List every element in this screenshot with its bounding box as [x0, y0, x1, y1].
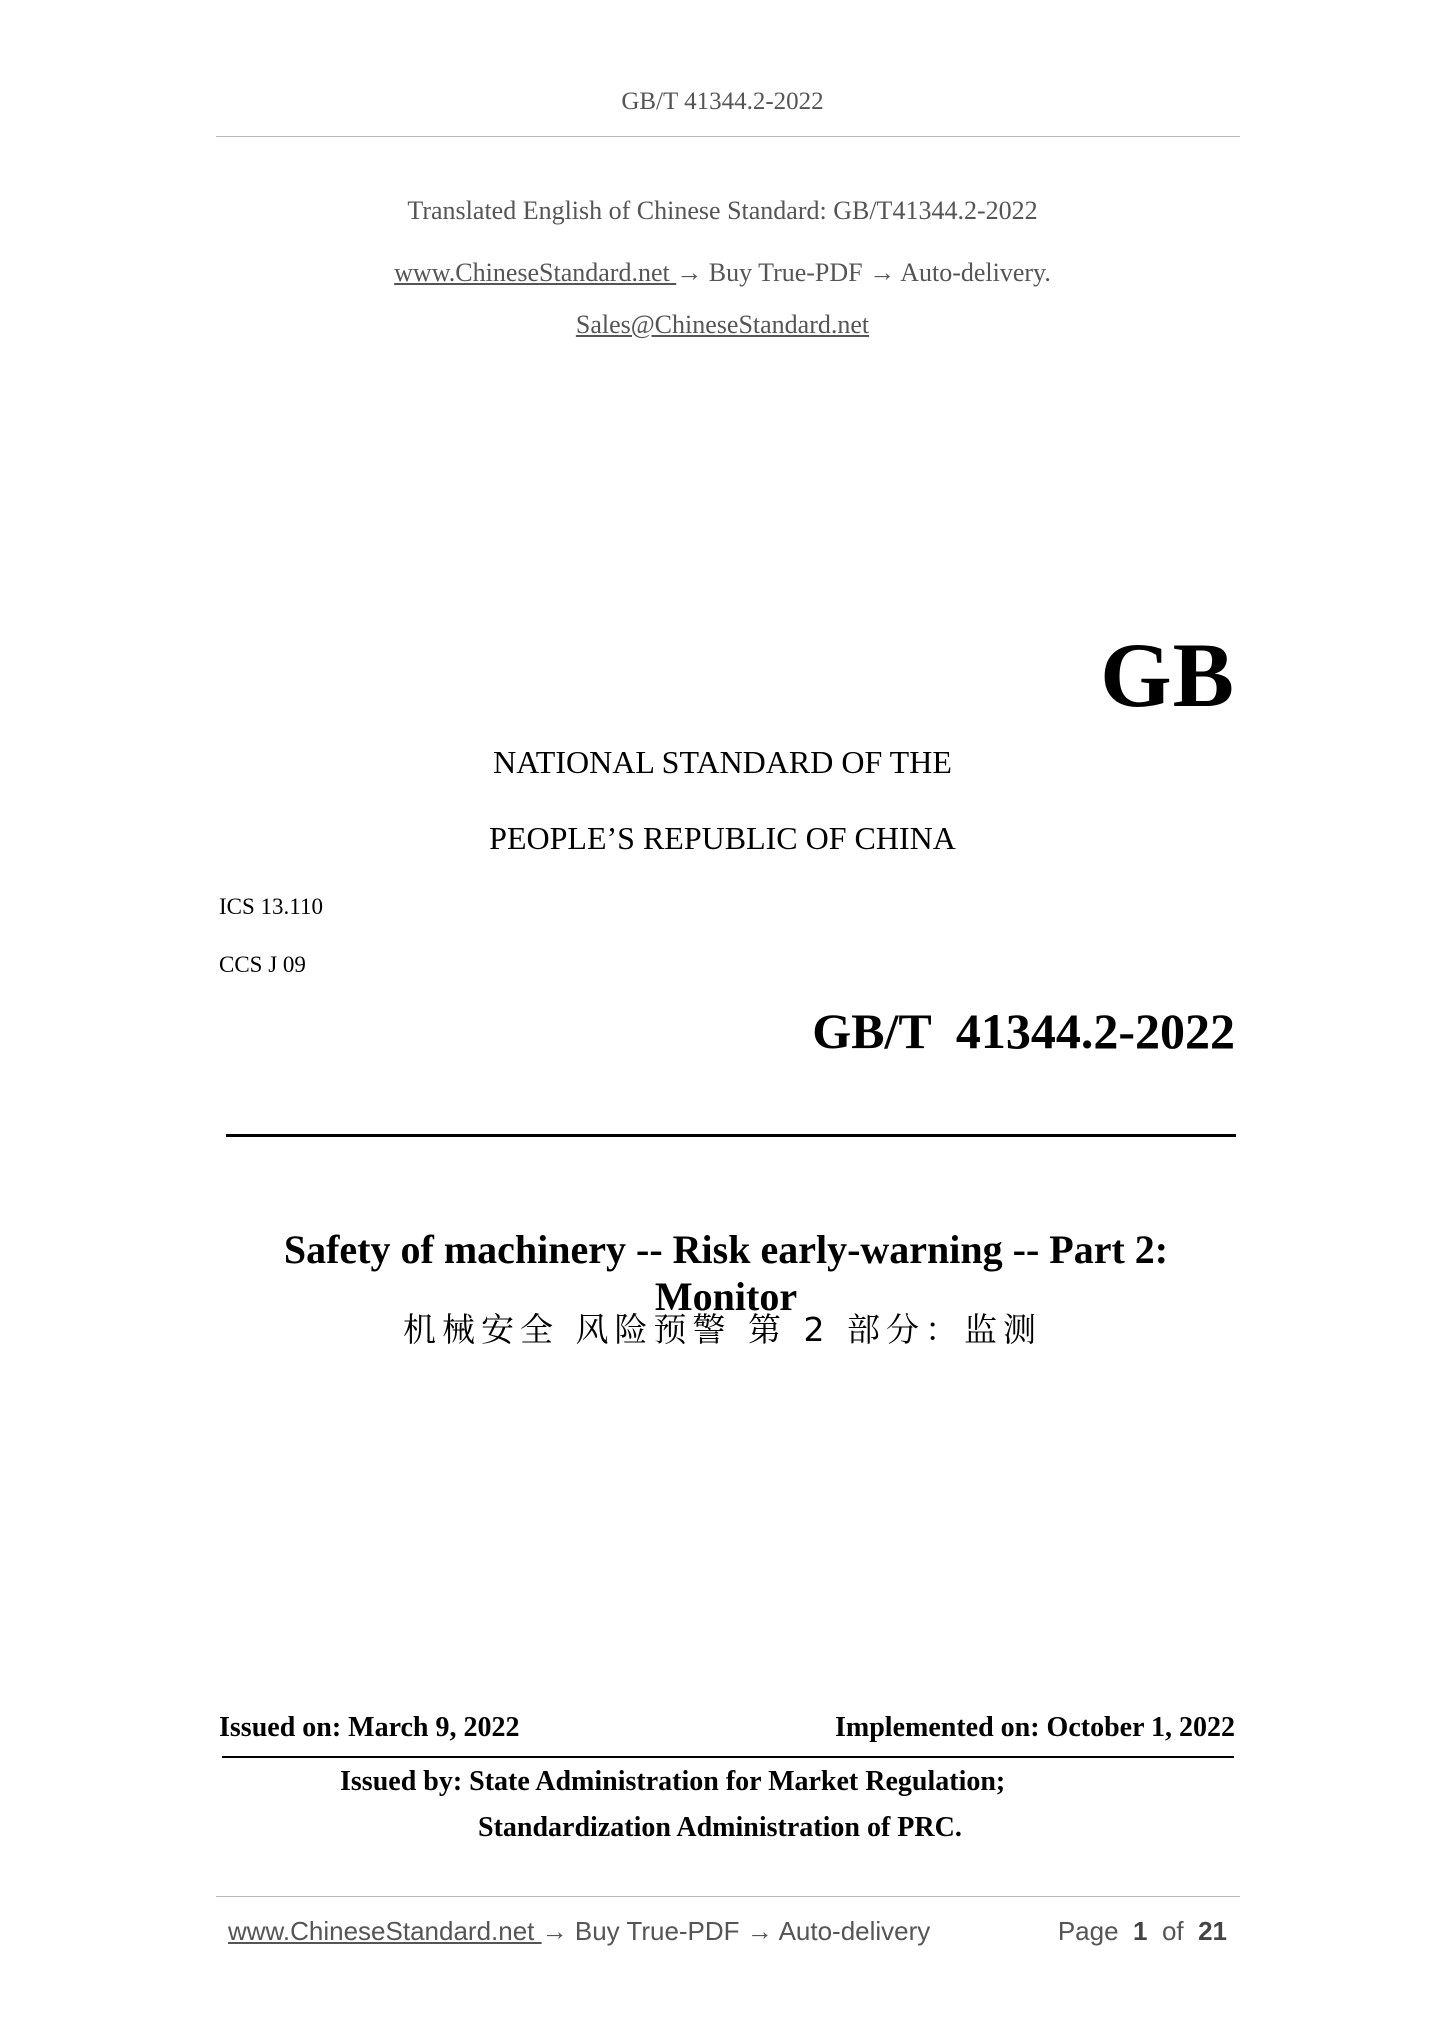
- footer-site-link[interactable]: www.ChineseStandard.net: [228, 1916, 542, 1946]
- site-link[interactable]: www.ChineseStandard.net: [394, 258, 677, 287]
- sales-line: [0, 310, 1445, 340]
- implemented-on: Implemented on: October 1, 2022: [835, 1712, 1235, 1743]
- issued-on: Issued on: March 9, 2022: [219, 1712, 520, 1743]
- title-english: Safety of machinery -- Risk early-warning -- Part 2: Monitor: [283, 1227, 1169, 1319]
- header-divider: [216, 136, 1240, 137]
- footer-promo: [228, 1916, 930, 1947]
- national-standard-line-2: PEOPLE’S REPUBLIC OF CHINA: [489, 820, 956, 856]
- ccs-code: CCS J 09: [219, 952, 306, 977]
- running-header: GB/T 41344.2-2022: [621, 88, 824, 115]
- translation-notice: Translated English of Chinese Standard: GB/T41344.2-2022: [407, 196, 1038, 225]
- footer-promo-text: → Buy True-PDF → Auto-delivery: [541, 1916, 931, 1946]
- national-standard-line-1: NATIONAL STANDARD OF THE: [493, 744, 952, 780]
- page-label: Page: [1057, 1916, 1119, 1946]
- issue-divider: [222, 1756, 1234, 1758]
- issued-by-line-1: Issued by: State Administration for Market Regulation;: [340, 1766, 1006, 1797]
- sales-email-link[interactable]: Sales@ChineseStandard.net: [575, 310, 870, 339]
- gb-mark: GB: [1100, 624, 1235, 726]
- promo-line: [0, 258, 1445, 288]
- footer-divider: [216, 1896, 1240, 1897]
- page-total: 21: [1198, 1916, 1227, 1946]
- standard-number: GB/T 41344.2-2022: [812, 1003, 1235, 1059]
- title-chinese: 机械安全 风险预警 第 2 部分：监测: [403, 1310, 1042, 1349]
- ics-code: ICS 13.110: [219, 894, 323, 919]
- promo-text: → Buy True-PDF → Auto-delivery.: [676, 258, 1051, 287]
- title-divider: [226, 1134, 1236, 1137]
- page-indicator: [1058, 1916, 1227, 1947]
- issued-by-line-2: Standardization Administration of PRC.: [478, 1812, 962, 1843]
- of-label: of: [1161, 1916, 1184, 1946]
- page-current: 1: [1133, 1916, 1148, 1946]
